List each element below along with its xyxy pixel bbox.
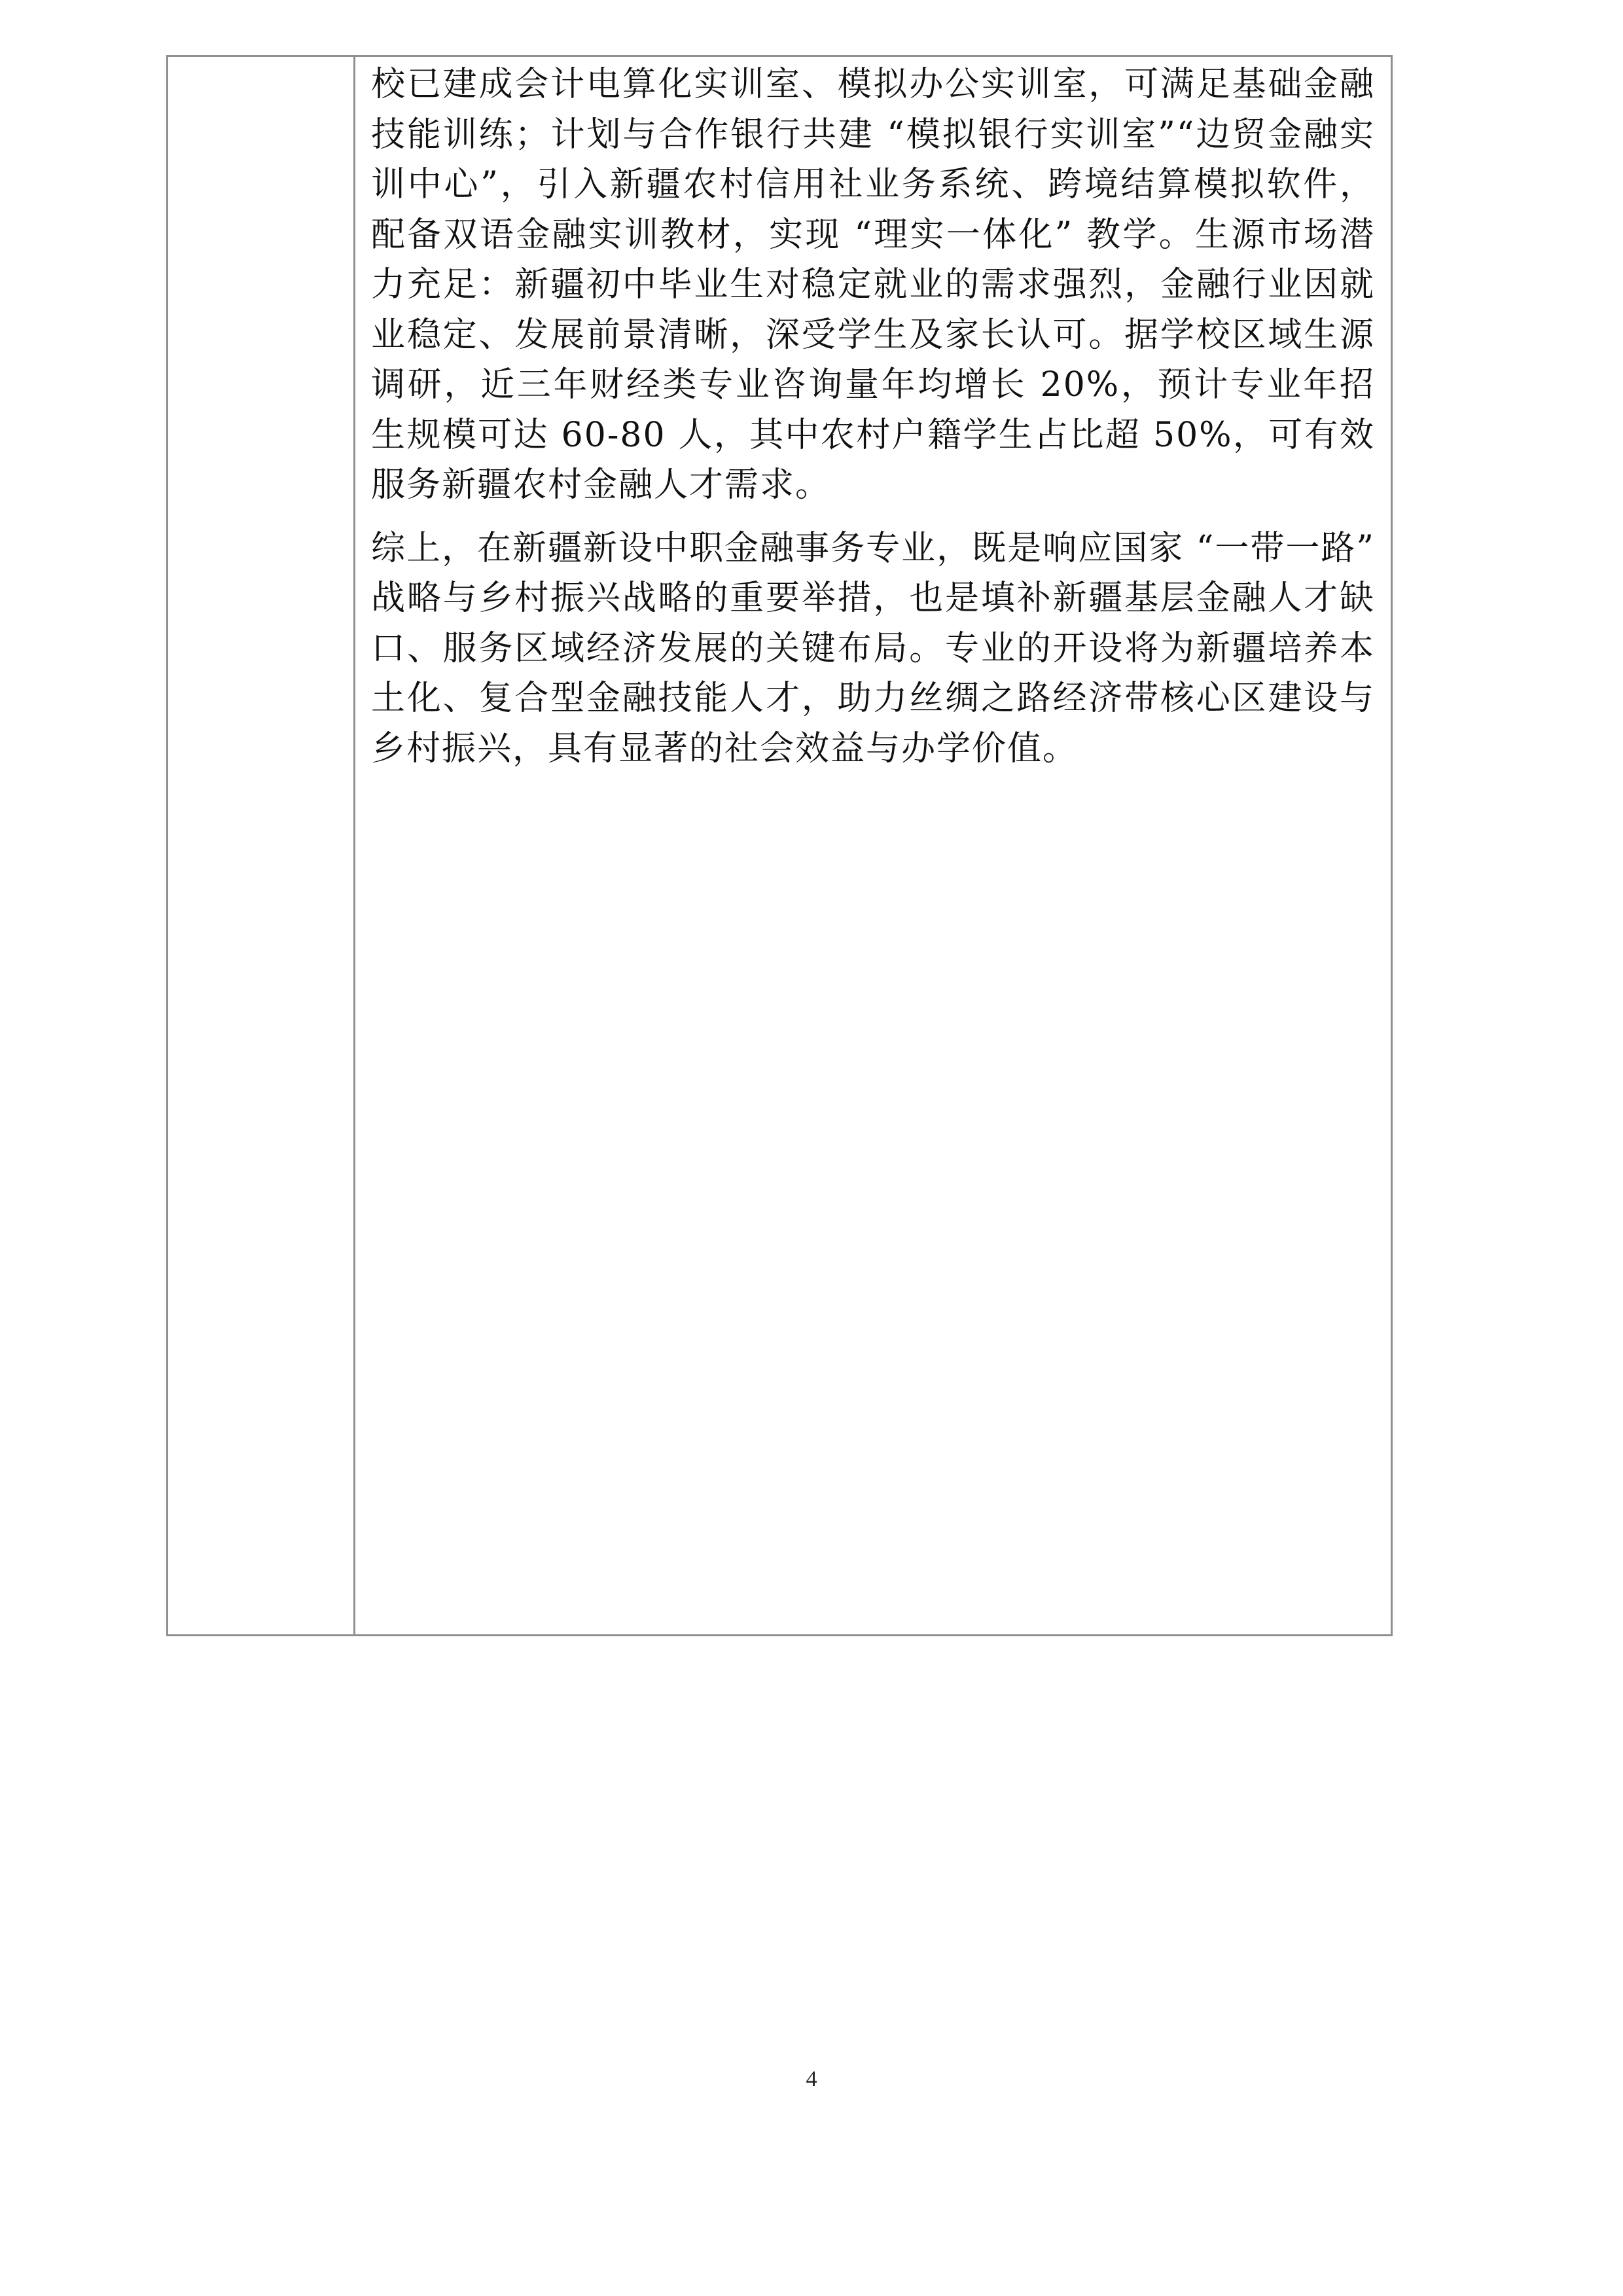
page-number: 4 — [806, 2067, 817, 2091]
table-content-cell — [355, 57, 1391, 1634]
body-paragraph-conclusion: 综上，在新疆新设中职金融事务专业，既是响应国家 “一带一路” 战略与乡村振兴战略的重要举措，也是填补新疆基层金融人才缺口、服务区域经济发展的关键布局。专业的开设将为新疆培养本土化、复合型金融技能人才，助力丝绸之路经济带核心区建设与乡村振兴，具有显著的社会效益与办学价值。 — [371, 528, 1375, 768]
content-table — [166, 55, 1393, 1636]
table-label-cell — [168, 57, 355, 1634]
body-paragraph-training-and-enrollment: 校已建成会计电算化实训室、模拟办公实训室，可满足基础金融技能训练；计划与合作银行共建 “模拟银行实训室”“边贸金融实训中心”，引入新疆农村信用社业务系统、跨境结算模拟软件，配备双语金融实训教材，实现 “理实一体化” 教学。生源市场潜力充足：新疆初中毕业生对稳定就业的需求强烈，金融行业因就业稳定、发展前景清晰，深受学生及家长认可。据学校区域生源调研，近三年财经类专业咨询量年均增长 20%，预计专业年招生规模可达 60-80 人，其中农村户籍学生占比超 50%，可有效服务新疆农村金融人才需求。 — [371, 65, 1375, 505]
